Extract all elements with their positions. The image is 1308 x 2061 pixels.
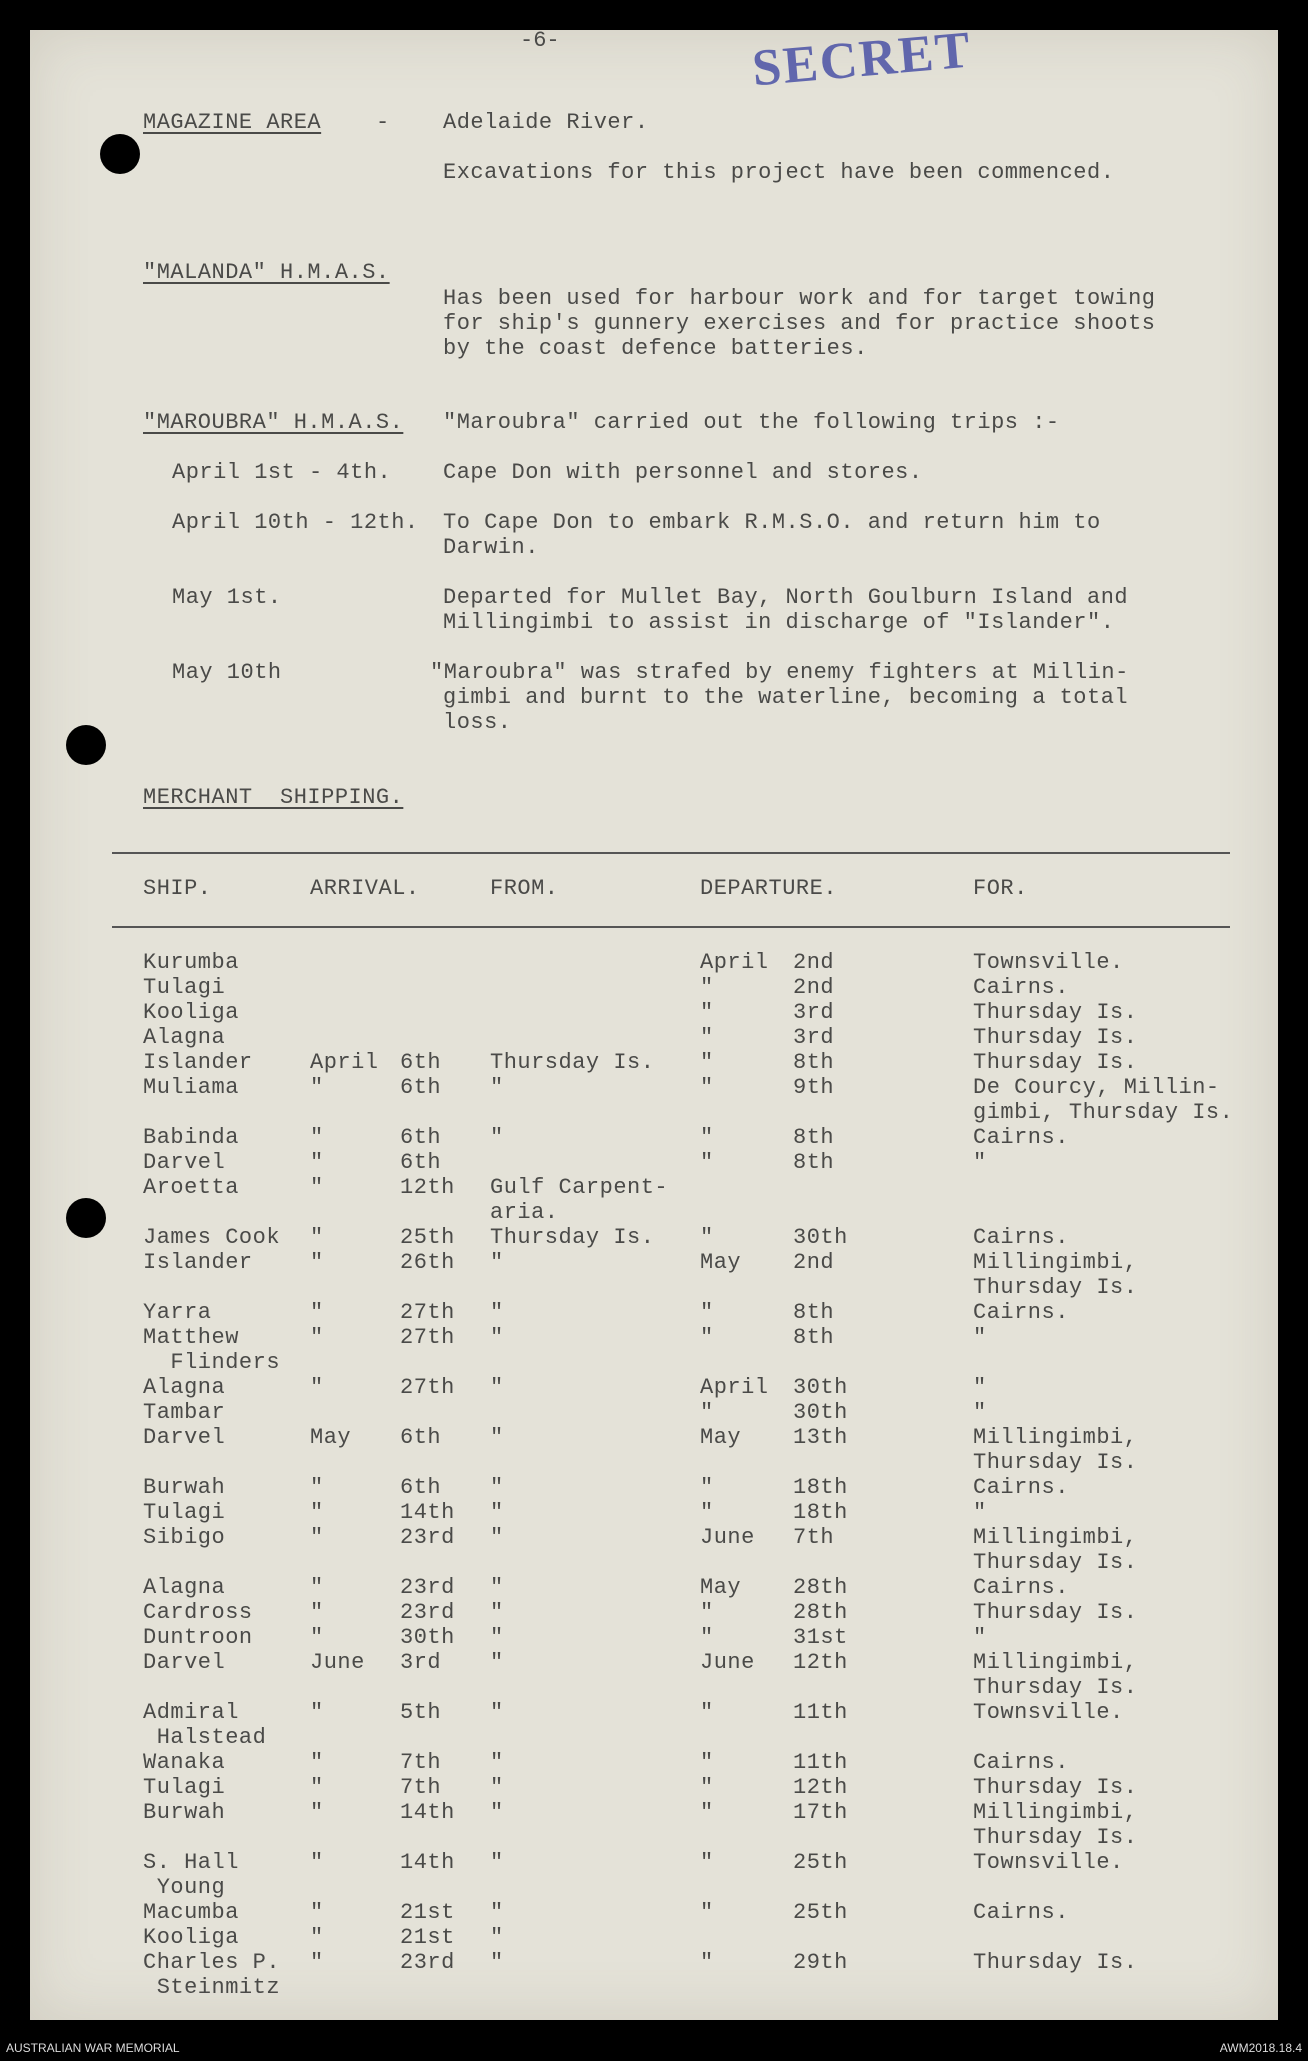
cell-arrival-month: ": [310, 1375, 324, 1400]
cell-arrival-month: ": [310, 1925, 324, 1950]
cell-from: ": [490, 1250, 504, 1275]
cell-for: Thursday Is.: [973, 1050, 1138, 1075]
cell-arrival-day: 25th: [400, 1225, 455, 1250]
cell-ship: S. Hall Young: [143, 1850, 239, 1900]
cell-from: ": [490, 1600, 504, 1625]
cell-ship: Alagna: [143, 1375, 226, 1400]
cell-departure-day: 11th: [793, 1700, 848, 1725]
cell-arrival-month: ": [310, 1950, 324, 1975]
cell-departure-day: 29th: [793, 1950, 848, 1975]
cell-departure-day: 2nd: [793, 950, 835, 975]
cell-arrival-day: 14th: [400, 1800, 455, 1825]
cell-for: Thursday Is.: [973, 1950, 1138, 1975]
cell-ship: Burwah: [143, 1475, 226, 1500]
cell-departure-day: 11th: [793, 1750, 848, 1775]
cell-departure-day: 25th: [793, 1900, 848, 1925]
trip-text: Darwin.: [443, 535, 539, 560]
malanda-line: by the coast defence batteries.: [443, 336, 868, 361]
cell-arrival-month: ": [310, 1700, 324, 1725]
cell-departure-month: ": [700, 1800, 714, 1825]
cell-for: Thursday Is.: [973, 1025, 1138, 1050]
cell-arrival-day: 7th: [400, 1775, 442, 1800]
trip-text: To Cape Don to embark R.M.S.O. and return him to: [443, 510, 1101, 535]
trip-date: April 1st - 4th.: [172, 460, 392, 485]
cell-departure-day: 30th: [793, 1400, 848, 1425]
cell-arrival-month: ": [310, 1600, 324, 1625]
cell-arrival-month: ": [310, 1300, 324, 1325]
malanda-line: Has been used for harbour work and for target towing: [443, 286, 1156, 311]
cell-arrival-month: ": [310, 1850, 324, 1875]
cell-departure-month: June: [700, 1650, 755, 1675]
cell-departure-month: ": [700, 1225, 714, 1250]
cell-departure-day: 12th: [793, 1650, 848, 1675]
cell-arrival-month: April: [310, 1050, 379, 1075]
cell-ship: Wanaka: [143, 1750, 226, 1775]
cell-for: De Courcy, Millin- gimbi, Thursday Is.: [973, 1075, 1234, 1125]
page-number: -6-: [520, 28, 560, 53]
cell-departure-day: 3rd: [793, 1025, 835, 1050]
cell-departure-day: 9th: [793, 1075, 835, 1100]
cell-arrival-day: 26th: [400, 1250, 455, 1275]
cell-arrival-day: 6th: [400, 1150, 442, 1175]
cell-departure-month: ": [700, 975, 714, 1000]
cell-for: Cairns.: [973, 1225, 1069, 1250]
cell-departure-day: 18th: [793, 1475, 848, 1500]
table-rule-header: [112, 926, 1230, 928]
cell-departure-day: 8th: [793, 1300, 835, 1325]
magazine-text: Excavations for this project have been commenced.: [443, 160, 1115, 185]
table-rule-top: [112, 852, 1230, 854]
cell-from: ": [490, 1125, 504, 1150]
column-header-ship: SHIP.: [143, 876, 212, 901]
cell-departure-month: ": [700, 1625, 714, 1650]
cell-for: ": [973, 1150, 987, 1175]
merchant-heading: MERCHANT SHIPPING.: [143, 785, 404, 810]
cell-for: Millingimbi, Thursday Is.: [973, 1250, 1138, 1300]
cell-ship: Darvel: [143, 1425, 226, 1450]
cell-ship: Duntroon: [143, 1625, 253, 1650]
cell-departure-day: 13th: [793, 1425, 848, 1450]
cell-from: ": [490, 1575, 504, 1600]
cell-departure-day: 25th: [793, 1850, 848, 1875]
cell-arrival-day: 27th: [400, 1375, 455, 1400]
cell-from: ": [490, 1700, 504, 1725]
cell-ship: Darvel: [143, 1650, 226, 1675]
cell-arrival-month: ": [310, 1800, 324, 1825]
cell-for: Millingimbi, Thursday Is.: [973, 1525, 1138, 1575]
cell-arrival-day: 14th: [400, 1500, 455, 1525]
cell-departure-day: 8th: [793, 1325, 835, 1350]
cell-for: ": [973, 1500, 987, 1525]
cell-departure-month: ": [700, 1950, 714, 1975]
cell-departure-month: ": [700, 1325, 714, 1350]
cell-from: ": [490, 1325, 504, 1350]
cell-arrival-day: 27th: [400, 1300, 455, 1325]
cell-arrival-day: 23rd: [400, 1950, 455, 1975]
cell-from: ": [490, 1925, 504, 1950]
cell-arrival-day: 14th: [400, 1850, 455, 1875]
cell-ship: Kooliga: [143, 1925, 239, 1950]
cell-from: ": [490, 1800, 504, 1825]
punch-hole: [66, 1198, 106, 1238]
cell-departure-month: ": [700, 1750, 714, 1775]
cell-arrival-day: 23rd: [400, 1525, 455, 1550]
cell-departure-day: 2nd: [793, 1250, 835, 1275]
cell-departure-month: ": [700, 1700, 714, 1725]
cell-ship: Tulagi: [143, 1500, 226, 1525]
cell-arrival-month: ": [310, 1775, 324, 1800]
cell-ship: Tulagi: [143, 975, 226, 1000]
cell-for: Thursday Is.: [973, 1000, 1138, 1025]
maroubra-heading: "MAROUBRA" H.M.A.S.: [143, 410, 404, 435]
cell-for: Townsville.: [973, 1850, 1124, 1875]
cell-departure-day: 3rd: [793, 1000, 835, 1025]
cell-arrival-month: ": [310, 1250, 324, 1275]
cell-ship: Babinda: [143, 1125, 239, 1150]
punch-hole: [66, 725, 106, 765]
cell-arrival-month: ": [310, 1500, 324, 1525]
cell-arrival-day: 3rd: [400, 1650, 442, 1675]
cell-departure-day: 2nd: [793, 975, 835, 1000]
trip-text: gimbi and burnt to the waterline, becoming a total: [443, 685, 1129, 710]
cell-departure-month: ": [700, 1000, 714, 1025]
cell-for: Millingimbi, Thursday Is.: [973, 1650, 1138, 1700]
cell-departure-month: ": [700, 1475, 714, 1500]
punch-hole: [100, 134, 140, 174]
cell-for: Cairns.: [973, 1125, 1069, 1150]
cell-arrival-day: 5th: [400, 1700, 442, 1725]
cell-arrival-day: 6th: [400, 1075, 442, 1100]
cell-arrival-day: 6th: [400, 1475, 442, 1500]
maroubra-intro: "Maroubra" carried out the following trips :-: [443, 410, 1060, 435]
cell-ship: Admiral Halstead: [143, 1700, 267, 1750]
cell-ship: Kurumba: [143, 950, 239, 975]
cell-arrival-month: ": [310, 1525, 324, 1550]
cell-ship: Matthew Flinders: [143, 1325, 281, 1375]
cell-departure-month: ": [700, 1775, 714, 1800]
cell-for: Townsville.: [973, 1700, 1124, 1725]
cell-departure-day: 18th: [793, 1500, 848, 1525]
cell-arrival-day: 23rd: [400, 1575, 455, 1600]
cell-departure-day: 31st: [793, 1625, 848, 1650]
cell-departure-month: ": [700, 1400, 714, 1425]
cell-ship: Alagna: [143, 1575, 226, 1600]
cell-arrival-day: 6th: [400, 1425, 442, 1450]
column-header-for: FOR.: [973, 876, 1028, 901]
cell-arrival-month: ": [310, 1175, 324, 1200]
cell-from: Thursday Is.: [490, 1050, 655, 1075]
trip-text: loss.: [443, 710, 512, 735]
cell-ship: Kooliga: [143, 1000, 239, 1025]
cell-departure-month: April: [700, 1375, 769, 1400]
cell-for: Cairns.: [973, 1900, 1069, 1925]
magazine-location: Adelaide River.: [443, 110, 649, 135]
cell-from: ": [490, 1075, 504, 1100]
cell-from: ": [490, 1525, 504, 1550]
cell-departure-day: 7th: [793, 1525, 835, 1550]
trip-text: Cape Don with personnel and stores.: [443, 460, 923, 485]
cell-departure-day: 28th: [793, 1575, 848, 1600]
cell-arrival-day: 21st: [400, 1900, 455, 1925]
cell-departure-day: 8th: [793, 1125, 835, 1150]
trip-date: May 10th: [172, 660, 282, 685]
footer-credit: AUSTRALIAN WAR MEMORIAL: [6, 2041, 180, 2055]
cell-from: ": [490, 1950, 504, 1975]
cell-arrival-day: 27th: [400, 1325, 455, 1350]
cell-for: ": [973, 1325, 987, 1350]
cell-ship: Darvel: [143, 1150, 226, 1175]
cell-ship: Charles P. Steinmitz: [143, 1950, 281, 2000]
cell-for: Cairns.: [973, 1475, 1069, 1500]
cell-departure-month: ": [700, 1025, 714, 1050]
cell-arrival-month: ": [310, 1625, 324, 1650]
cell-ship: Muliama: [143, 1075, 239, 1100]
cell-arrival-month: ": [310, 1150, 324, 1175]
cell-departure-month: May: [700, 1425, 742, 1450]
cell-departure-month: ": [700, 1125, 714, 1150]
cell-arrival-day: 21st: [400, 1925, 455, 1950]
malanda-heading: "MALANDA" H.M.A.S.: [143, 260, 390, 285]
cell-for: ": [973, 1400, 987, 1425]
cell-arrival-month: May: [310, 1425, 352, 1450]
footer-reference: AWM2018.18.4: [1219, 2041, 1302, 2055]
trip-text: Millingimbi to assist in discharge of "Islander".: [443, 610, 1115, 635]
cell-arrival-month: ": [310, 1125, 324, 1150]
cell-arrival-month: ": [310, 1325, 324, 1350]
cell-arrival-month: ": [310, 1575, 324, 1600]
cell-for: Townsville.: [973, 950, 1124, 975]
cell-from: ": [490, 1775, 504, 1800]
secret-stamp: SECRET: [749, 21, 975, 98]
cell-ship: Islander: [143, 1050, 253, 1075]
cell-departure-day: 28th: [793, 1600, 848, 1625]
cell-from: ": [490, 1475, 504, 1500]
cell-ship: Islander: [143, 1250, 253, 1275]
cell-departure-month: ": [700, 1050, 714, 1075]
cell-for: Millingimbi, Thursday Is.: [973, 1425, 1138, 1475]
cell-for: ": [973, 1375, 987, 1400]
cell-departure-day: 12th: [793, 1775, 848, 1800]
cell-departure-month: ": [700, 1300, 714, 1325]
cell-arrival-month: ": [310, 1475, 324, 1500]
cell-arrival-month: ": [310, 1225, 324, 1250]
cell-for: ": [973, 1625, 987, 1650]
cell-departure-month: ": [700, 1500, 714, 1525]
cell-departure-month: ": [700, 1150, 714, 1175]
cell-from: ": [490, 1750, 504, 1775]
cell-from: ": [490, 1500, 504, 1525]
column-header-departure: DEPARTURE.: [700, 876, 838, 901]
cell-ship: Cardross: [143, 1600, 253, 1625]
cell-arrival-day: 6th: [400, 1050, 442, 1075]
cell-arrival-day: 6th: [400, 1125, 442, 1150]
cell-from: ": [490, 1425, 504, 1450]
cell-departure-month: ": [700, 1850, 714, 1875]
cell-departure-month: ": [700, 1600, 714, 1625]
cell-arrival-day: 30th: [400, 1625, 455, 1650]
cell-departure-day: 8th: [793, 1150, 835, 1175]
cell-departure-month: ": [700, 1900, 714, 1925]
cell-ship: Sibigo: [143, 1525, 226, 1550]
cell-arrival-day: 7th: [400, 1750, 442, 1775]
cell-ship: Aroetta: [143, 1175, 239, 1200]
trip-date: May 1st.: [172, 585, 282, 610]
cell-from: ": [490, 1300, 504, 1325]
cell-departure-month: April: [700, 950, 769, 975]
cell-from: Gulf Carpent- aria.: [490, 1175, 669, 1225]
cell-from: ": [490, 1650, 504, 1675]
cell-departure-month: May: [700, 1250, 742, 1275]
cell-ship: Alagna: [143, 1025, 226, 1050]
cell-arrival-day: 23rd: [400, 1600, 455, 1625]
cell-for: Thursday Is.: [973, 1600, 1138, 1625]
magazine-dash: -: [376, 110, 390, 135]
cell-ship: Tambar: [143, 1400, 226, 1425]
cell-from: ": [490, 1625, 504, 1650]
cell-ship: Yarra: [143, 1300, 212, 1325]
column-header-from: FROM.: [490, 876, 559, 901]
cell-for: Cairns.: [973, 1750, 1069, 1775]
cell-departure-month: ": [700, 1075, 714, 1100]
trip-text: Departed for Mullet Bay, North Goulburn Island and: [443, 585, 1129, 610]
cell-ship: James Cook: [143, 1225, 281, 1250]
cell-departure-month: May: [700, 1575, 742, 1600]
cell-for: Cairns.: [973, 1575, 1069, 1600]
cell-departure-day: 30th: [793, 1375, 848, 1400]
column-header-arrival: ARRIVAL.: [310, 876, 420, 901]
cell-from: ": [490, 1850, 504, 1875]
cell-departure-day: 30th: [793, 1225, 848, 1250]
cell-from: ": [490, 1375, 504, 1400]
cell-ship: Macumba: [143, 1900, 239, 1925]
cell-for: Cairns.: [973, 975, 1069, 1000]
trip-date: April 10th - 12th.: [172, 510, 419, 535]
cell-for: Thursday Is.: [973, 1775, 1138, 1800]
magazine-heading: MAGAZINE AREA: [143, 110, 322, 135]
cell-from: Thursday Is.: [490, 1225, 655, 1250]
cell-for: Cairns.: [973, 1300, 1069, 1325]
cell-arrival-month: June: [310, 1650, 365, 1675]
trip-text: "Maroubra" was strafed by enemy fighters at Millin-: [430, 660, 1129, 685]
cell-ship: Tulagi: [143, 1775, 226, 1800]
cell-arrival-day: 12th: [400, 1175, 455, 1200]
cell-from: ": [490, 1900, 504, 1925]
cell-arrival-month: ": [310, 1075, 324, 1100]
cell-departure-day: 8th: [793, 1050, 835, 1075]
cell-arrival-month: ": [310, 1900, 324, 1925]
malanda-line: for ship's gunnery exercises and for practice shoots: [443, 311, 1156, 336]
cell-for: Millingimbi, Thursday Is.: [973, 1800, 1138, 1850]
cell-departure-month: June: [700, 1525, 755, 1550]
cell-arrival-month: ": [310, 1750, 324, 1775]
cell-departure-day: 17th: [793, 1800, 848, 1825]
cell-ship: Burwah: [143, 1800, 226, 1825]
